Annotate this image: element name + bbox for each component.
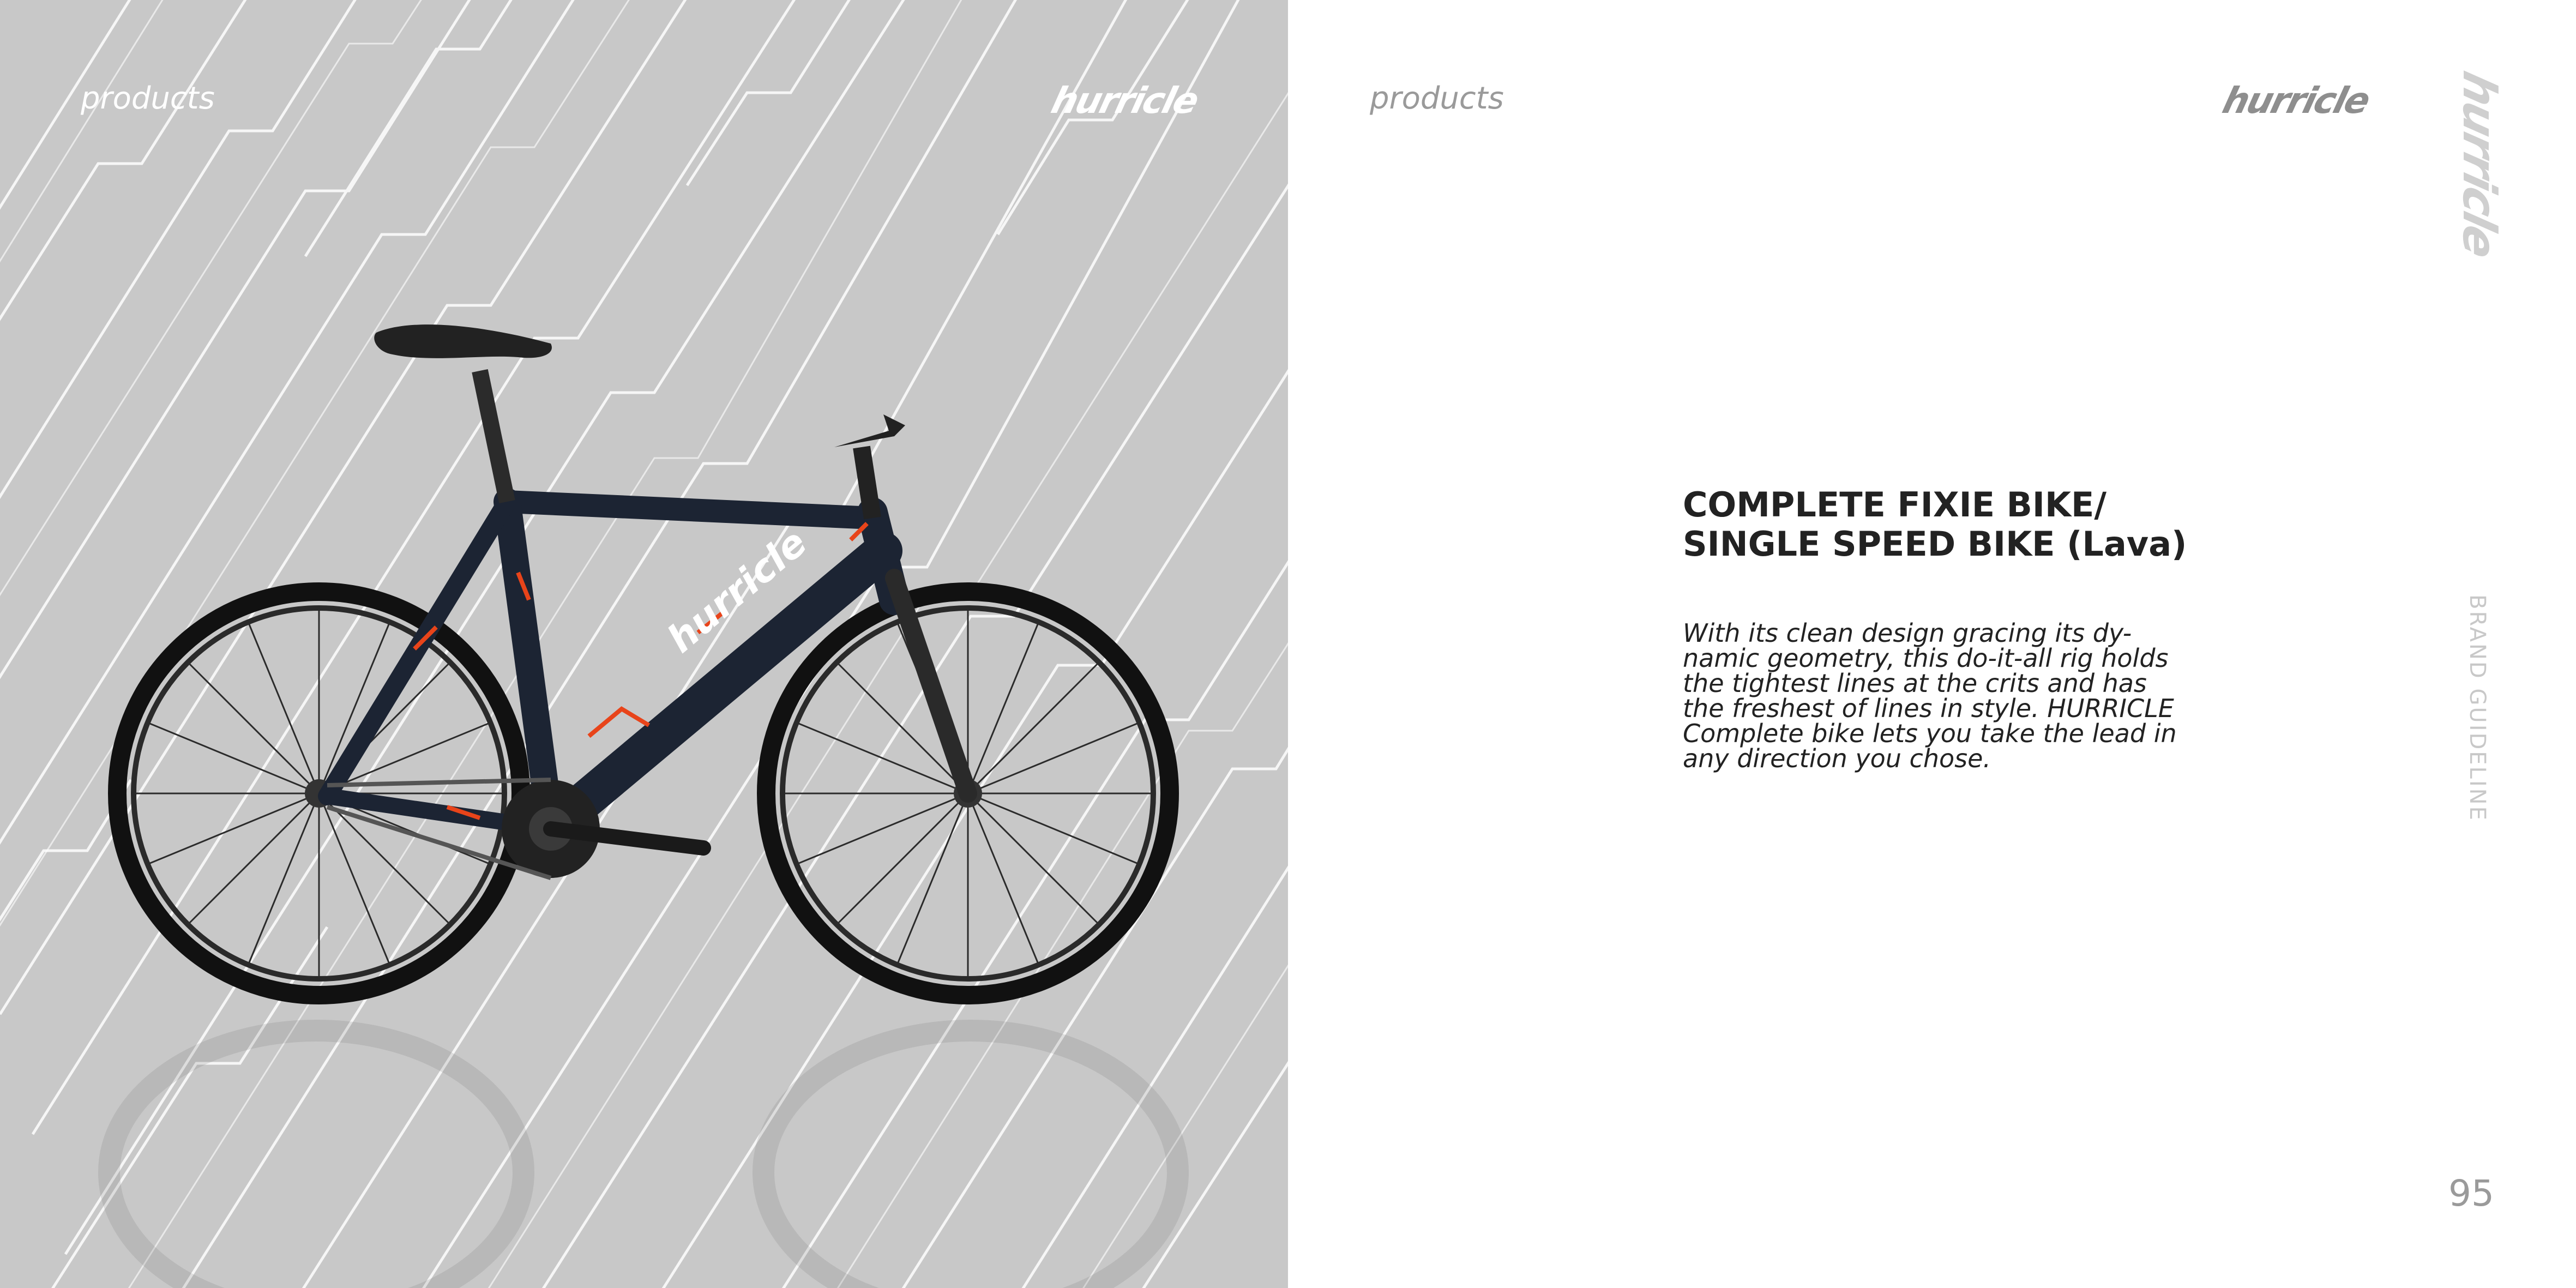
hurricle-logo-right: hurricle <box>2218 80 2373 122</box>
product-title-line-2: SINGLE SPEED BIKE (Lava) <box>1683 524 2187 564</box>
header-label-products-left: products <box>81 81 215 116</box>
hurricle-logo-left: hurricle <box>1047 80 1202 122</box>
header-label-products-right: products <box>1370 81 1504 116</box>
vertical-logo-text: hurricle <box>2453 66 2506 262</box>
brand-guideline-label: BRAND GUIDELINE <box>2465 594 2490 822</box>
vertical-hurricle-logo <box>2447 66 2513 309</box>
frame-logo-text: hurricle <box>659 520 816 662</box>
product-title-line-1: COMPLETE FIXIE BIKE/ <box>1683 485 2107 525</box>
product-description: With its clean design gracing its dy-namic geometry, this do-it-all rig holds the tightest lines at the crits and has the freshest of lines in style. HURRICLE Complete bike lets you take the lead in any direction you chose. <box>1683 618 2177 773</box>
product-title <box>1683 485 2283 564</box>
page-number: 95 <box>2448 1172 2494 1214</box>
